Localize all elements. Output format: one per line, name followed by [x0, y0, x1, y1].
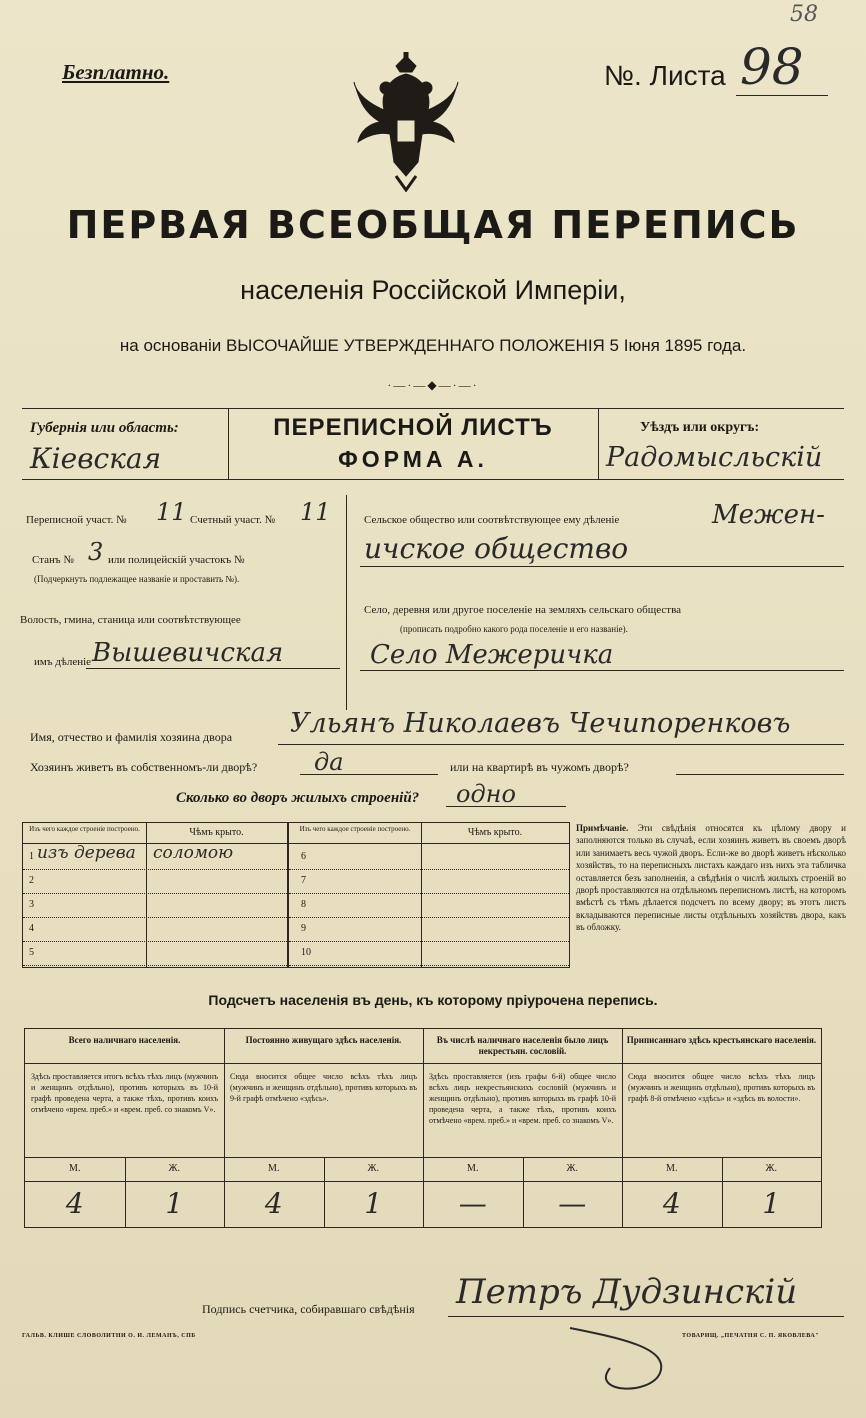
- buildings-label: Сколько во дворъ жилыхъ строеній?: [176, 790, 420, 806]
- build-row-number-right: 8: [301, 899, 306, 910]
- society-value-2: ичское общество: [364, 532, 629, 565]
- build-row-number: 5: [29, 947, 34, 958]
- stan-value: 3: [88, 538, 104, 566]
- col-material-head: Изъ чего каждое строеніе построено.: [29, 825, 140, 833]
- col-roof-head: Чѣмъ крыто.: [189, 827, 244, 838]
- printer-left: ГАЛЬВ. КЛИШЕ СЛОВОЛИТНИ О. И. ЛЕМАНЪ, СПБ: [22, 1333, 196, 1339]
- count-col-f-label: Ж.: [367, 1163, 379, 1174]
- count-col-m-value: 4: [65, 1187, 84, 1220]
- count-col-f-label: Ж.: [765, 1163, 777, 1174]
- note-text: Эти свѣдѣнія относятся къ цѣлому двору и заполняются только въ случаѣ, если хозяинъ живетъ въ своемъ дворѣ или занимаетъ весь чужой дворъ. Если-же во дворѣ живетъ нѣсколько хозяйствъ, то на переписныхъ листахъ каждаго изъ нихъ эта табличка оставляется безъ заполненія, а свѣдѣнія о числѣ жилыхъ строеній во дворѣ проставляются на отдѣльномъ переписномъ листѣ, на которомъ вмѣстѣ съ тѣмъ дѣлается подсчетъ по всему двору; въ этотъ листъ вкладываются переписные листы отдѣльныхъ хозяйствъ двора, какъ въ обложку.: [576, 823, 846, 933]
- count-col-head: Всего наличнаго населенія.: [68, 1035, 181, 1045]
- double-eagle-emblem-icon: [350, 52, 462, 192]
- count-col-f-value: 1: [364, 1187, 383, 1220]
- form-title: ПЕРЕПИСНОЙ ЛИСТЪ: [273, 414, 553, 441]
- volost-value: Вышевичская: [92, 638, 284, 668]
- count-col-m-value: 4: [264, 1187, 283, 1220]
- build-row-number-right: 6: [301, 851, 306, 862]
- uchast-value: 11: [156, 498, 187, 526]
- build-row-material: изъ дерева: [37, 843, 136, 863]
- schet-label: Счетный участ. №: [190, 514, 276, 526]
- count-col-head: Приписаннаго здѣсь крестьянскаго населенія.: [626, 1035, 817, 1045]
- count-col-f-value: 1: [165, 1187, 184, 1220]
- build-row-number: 2: [29, 875, 34, 886]
- count-col-f-value: —: [558, 1187, 587, 1220]
- buildings-value: одно: [456, 780, 516, 808]
- count-col-desc: Здѣсь проставляется итогъ всѣхъ тѣхъ лицъ (мужчинъ и женщинъ отдѣльно), противъ которыхъ въ 10-й графѣ проведена черта, а также тѣхъ, противъ коихъ отмѣчено «врем. преб.» и «врем. преб. со знакомъ V».: [31, 1072, 218, 1114]
- village-value: Село Межеричка: [370, 640, 614, 670]
- build-row-number-right: 10: [301, 947, 311, 958]
- owner-value: Ульянъ Николаевъ Чечипоренковъ: [290, 708, 791, 739]
- count-col-m-label: М.: [467, 1163, 479, 1174]
- signature-value: Петръ Дудзинскiй: [456, 1272, 798, 1312]
- build-row-number: 3: [29, 899, 34, 910]
- count-table: [24, 1028, 822, 1228]
- note-block: [576, 822, 846, 934]
- col-material-head-right: Изъ чего каждое строеніе построено.: [299, 825, 411, 833]
- col-roof-head-right: Чѣмъ крыто.: [467, 827, 523, 838]
- basis-line: на основаніи ВЫСОЧАЙШЕ УТВЕРЖДЕННАГО ПОЛОЖЕНІЯ 5 Іюня 1895 года.: [119, 336, 747, 355]
- count-col-f-value: 1: [762, 1187, 781, 1220]
- uezd-value: Радомысльскiй: [606, 442, 823, 473]
- volost-label: Волость, гмина, станица или соотвѣтствующее: [20, 614, 241, 626]
- corner-number: 58: [790, 2, 818, 27]
- page-subtitle: населенія Россійской Имперіи,: [240, 275, 626, 305]
- count-col-head: Въ числѣ наличнаго населенія было лицъ некрестьян. сословій.: [436, 1035, 609, 1056]
- police-label: или полицейскій участокъ №: [108, 554, 245, 566]
- count-col-m-value: —: [458, 1187, 487, 1220]
- build-row-number-right: 7: [301, 875, 306, 886]
- ornament-divider: ·—·—◆—·—·: [387, 378, 479, 392]
- signature-flourish-icon: [560, 1318, 680, 1398]
- society-value-1: Межен-: [712, 500, 825, 530]
- count-col-desc: Здѣсь проставляется (изъ графы 6-й) общее число всѣхъ лицъ некрестьянскихъ сословій (мужчинъ и женщинъ отдѣльно), противъ которыхъ въ графѣ 10-й проведена черта, а также тѣхъ, противъ коихъ отмѣчено «врем. преб.» и «врем. преб. со знакомъ V».: [429, 1072, 616, 1125]
- society-label: Сельское общество или соотвѣтствующее ему дѣленіе: [364, 514, 620, 526]
- sheet-number-value: 98: [740, 38, 804, 96]
- buildings-table: [22, 822, 570, 968]
- build-row-roof: соломою: [153, 843, 234, 863]
- own-yard-label: Хозяинъ живетъ въ собственномъ-ли дворѣ?: [30, 760, 258, 774]
- uezd-label: Уѣздъ или округъ:: [640, 420, 760, 435]
- printer-right: ТОВАРИЩ. „ПЕЧАТНЯ С. П. ЯКОВЛЕВА": [682, 1333, 820, 1339]
- count-col-desc: Сюда вносится общее число всѣхъ тѣхъ лицъ (мужчинъ и женщинъ отдѣльно), противъ которыхъ въ 9-й графѣ отмѣчено «здѣсь».: [230, 1072, 417, 1103]
- underline-note: (Подчеркнуть подлежащее названіе и проставить №).: [34, 574, 240, 584]
- own-yard-value: да: [314, 748, 344, 776]
- owner-label: Имя, отчество и фамилія хозяина двора: [30, 730, 233, 744]
- stan-label: Станъ №: [32, 554, 74, 566]
- count-col-m-label: М.: [268, 1163, 280, 1174]
- note-title: Примѣчаніе.: [576, 823, 629, 833]
- gubernia-label: Губернія или область:: [30, 420, 179, 436]
- schet-value: 11: [300, 498, 331, 526]
- page-title: ПЕРВАЯ ВСЕОБЩАЯ ПЕРЕПИСЬ: [66, 203, 800, 247]
- count-col-head: Постоянно живущаго здѣсь населенія.: [245, 1035, 402, 1045]
- free-label: Безплатно.: [62, 60, 170, 84]
- count-col-m-value: 4: [662, 1187, 681, 1220]
- village-label: Село, деревня или другое поселеніе на земляхъ сельскаго общества: [364, 604, 682, 616]
- count-col-m-label: М.: [69, 1163, 81, 1174]
- count-col-desc: Сюда вносится общее число всѣхъ тѣхъ лицъ (мужчинъ и женщинъ отдѣльно), противъ которыхъ въ графѣ 8-й отмѣчено «здѣсь» и «здѣсь въ волости».: [628, 1072, 815, 1103]
- form-letter: ФОРМА А.: [338, 446, 488, 472]
- build-row-number: 1: [29, 851, 34, 862]
- uchast-label: Переписной участ. №: [26, 514, 127, 526]
- count-col-f-label: Ж.: [168, 1163, 180, 1174]
- build-row-number: 4: [29, 923, 34, 934]
- rent-label: или на квартирѣ въ чужомъ дворѣ?: [450, 760, 629, 774]
- volost-label-2: имъ дѣленіе: [34, 656, 92, 668]
- count-col-m-label: М.: [666, 1163, 678, 1174]
- count-col-f-label: Ж.: [566, 1163, 578, 1174]
- count-title: Подсчетъ населенія въ день, къ которому пріурочена перепись.: [208, 992, 658, 1008]
- village-note: (прописать подробно какого рода поселеніе и его названіе).: [400, 624, 628, 634]
- sheet-label: №. Листа: [604, 60, 726, 91]
- signature-label: Подпись счетчика, собиравшаго свѣдѣнія: [202, 1302, 415, 1316]
- build-row-number-right: 9: [301, 923, 306, 934]
- gubernia-value: Кiевская: [30, 442, 162, 475]
